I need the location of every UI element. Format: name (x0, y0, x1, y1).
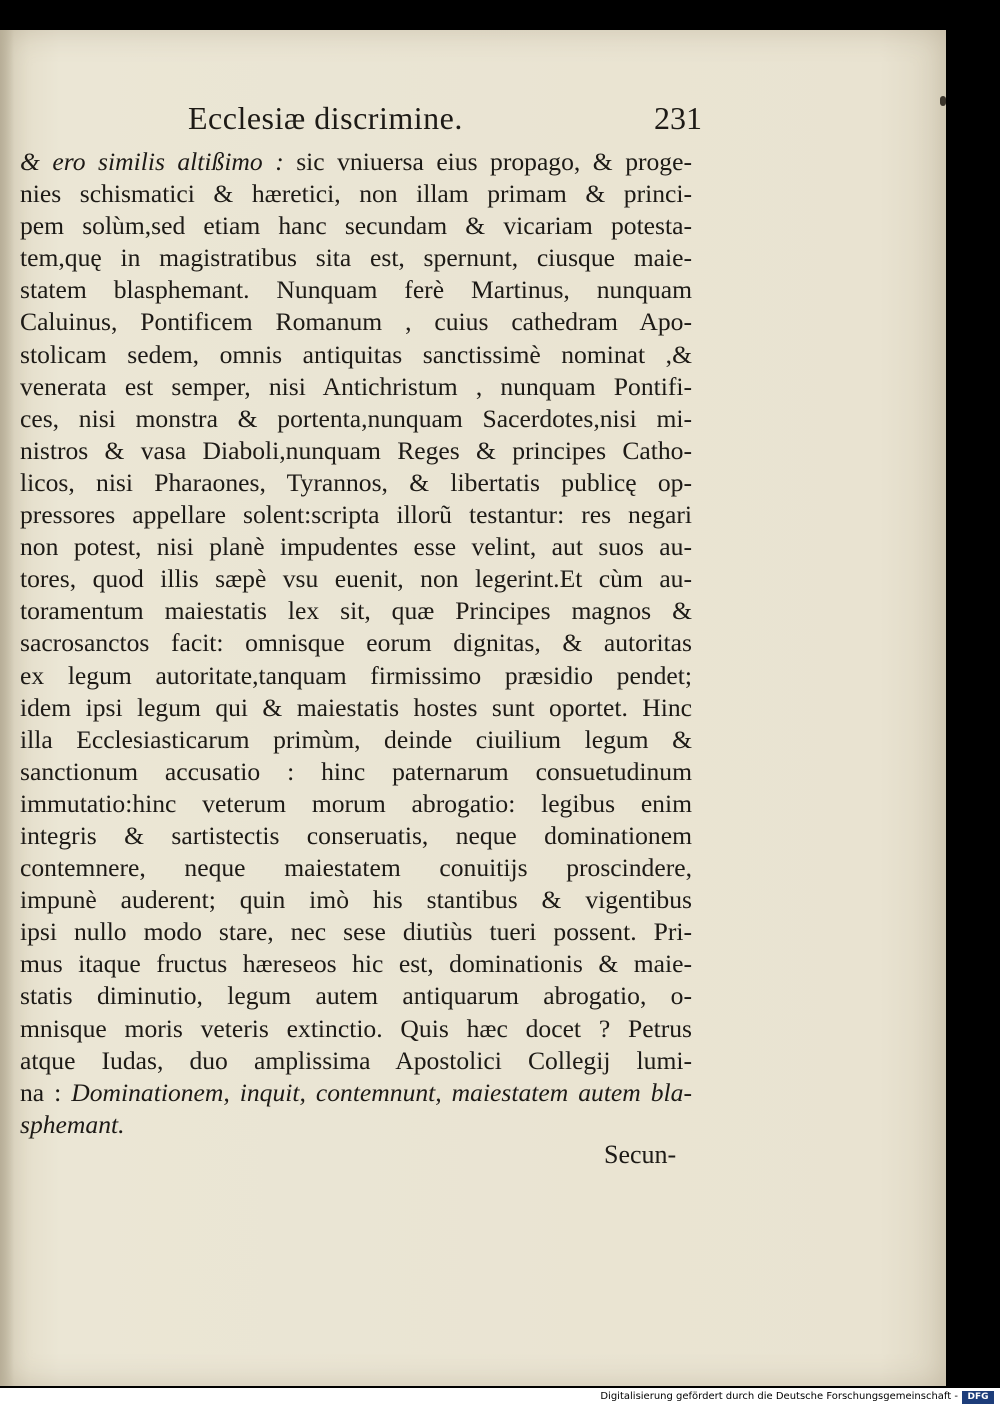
text-line (20, 948, 692, 980)
text-line (20, 1013, 692, 1045)
text-run: sphemant. (20, 1109, 125, 1139)
text-run: integris & sartistectis conseruatis, neque dominationem (20, 820, 692, 850)
text-run: toramentum maiestatis lex sit, quæ Principes magnos & (20, 596, 692, 626)
text-line (20, 756, 692, 788)
running-title: Ecclesiæ discrimine. (188, 100, 463, 136)
text-line (20, 788, 692, 820)
text-run: statis diminutio, legum autem antiquarum abrogatio, o- (20, 981, 692, 1011)
text-run: mus itaque fructus hæreseos hic est, dominationis & maie- (20, 949, 692, 979)
text-run: idem ipsi legum qui & maiestatis hostes sunt oportet. Hinc (20, 692, 692, 722)
text-run: & ero similis altißimo : (20, 147, 284, 176)
text-line (20, 531, 692, 563)
text-line (20, 1077, 692, 1109)
text-line (20, 435, 692, 467)
text-line (20, 884, 692, 916)
text-line (20, 563, 692, 595)
text-line (20, 1045, 692, 1077)
body-text (20, 146, 692, 1141)
text-line (20, 242, 692, 274)
text-run: stolicam sedem, omnis antiquitas sanctissimè nominat ,& (20, 339, 692, 369)
text-run: immutatio:hinc veterum morum abrogatio: legibus enim (20, 788, 692, 818)
text-run: na : (20, 1077, 72, 1107)
text-run: nistros & vasa Diaboli,nunquam Reges & principes Catho- (20, 435, 692, 465)
text-run: sanctionum accusatio : hinc paternarum consuetudinum (20, 756, 692, 786)
text-run: atque Iudas, duo amplissima Apostolici Collegij lumi- (20, 1045, 692, 1075)
text-line (20, 274, 692, 306)
text-line (20, 916, 692, 948)
text-line (20, 339, 692, 371)
text-line (20, 820, 692, 852)
text-run: ex legum autoritate,tanquam firmissimo præsidio pendet; (20, 660, 692, 690)
text-line (20, 627, 692, 659)
text-line (20, 403, 692, 435)
text-line (20, 146, 692, 178)
text-run: pressores appellare solent:scripta illorũ testantur: res negari (20, 500, 692, 530)
catchword: Secun- (604, 1140, 677, 1169)
text-line (20, 852, 692, 884)
text-run: tem,quę in magistratibus sita est, spernunt, ciusque maie- (20, 243, 692, 273)
text-run: non potest, nisi planè impudentes esse velint, aut suos au- (20, 532, 692, 562)
footer-bar (0, 1388, 1000, 1408)
text-run: Dominationem, inquit, contemnunt, maiestatem autem bla- (71, 1077, 692, 1107)
text-run: Caluinus, Pontificem Romanum , cuius cathedram Apo- (20, 307, 692, 337)
text-line (20, 660, 692, 692)
text-run: mnisque moris veteris extinctio. Quis hæc docet ? Petrus (20, 1013, 692, 1043)
text-run: venerata est semper, nisi Antichristum , nunquam Pontifi- (20, 371, 692, 401)
page-edge-mark (940, 96, 946, 106)
text-line (20, 724, 692, 756)
text-run: ipsi nullo modo stare, nec sese diutiùs tueri possent. Pri- (20, 917, 692, 947)
text-run: pem solùm,sed etiam hanc secundam & vicariam potesta- (20, 211, 692, 241)
text-line (20, 371, 692, 403)
text-line (20, 595, 692, 627)
text-run: sacrosanctos facit: omnisque eorum dignitas, & autoritas (20, 628, 692, 658)
text-line (20, 980, 692, 1012)
page-number: 231 (654, 100, 702, 136)
text-run: sic vniuersa eius propago, & proge- (283, 147, 692, 176)
text-run: ces, nisi monstra & portenta,nunquam Sacerdotes,nisi mi- (20, 403, 692, 433)
text-run: contemnere, neque maiestatem conuitijs proscindere, (20, 853, 692, 883)
text-line (20, 1109, 692, 1141)
text-line (20, 467, 692, 499)
text-run: illa Ecclesiasticarum primùm, deinde ciuilium legum & (20, 724, 692, 754)
text-line (20, 499, 692, 531)
footer-credit: Digitalisierung gefördert durch die Deutsche Forschungsgemeinschaft - (600, 1391, 958, 1402)
text-run: nies schismatici & hæretici, non illam primam & princi- (20, 179, 692, 209)
text-line (20, 178, 692, 210)
text-line (20, 306, 692, 338)
text-line (20, 210, 692, 242)
text-run: statem blasphemant. Nunquam ferè Martinus, nunquam (20, 275, 692, 305)
text-run: impunè auderent; quin imò his stantibus & vigentibus (20, 885, 692, 915)
dfg-logo[interactable]: DFG (962, 1391, 994, 1404)
text-line (20, 692, 692, 724)
text-run: tores, quod illis sæpè vsu euenit, non legerint.Et cùm au- (20, 564, 692, 594)
page-gutter-shadow (0, 30, 14, 1386)
text-run: licos, nisi Pharaones, Tyrannos, & libertatis publicę op- (20, 467, 692, 497)
